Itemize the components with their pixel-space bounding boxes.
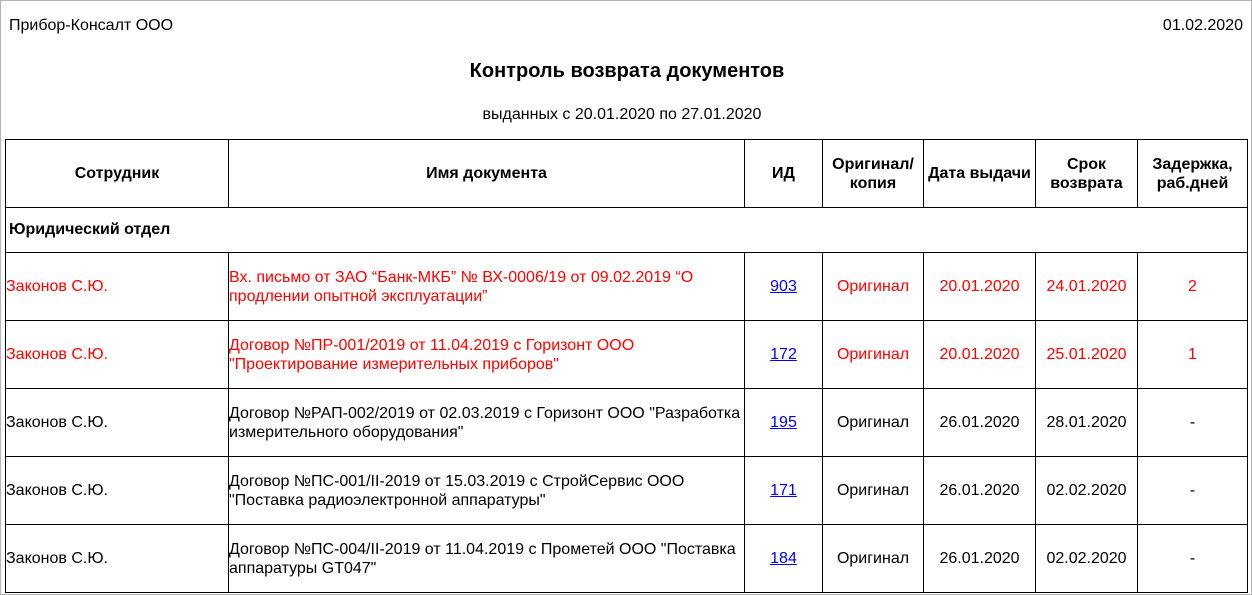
document-id-link[interactable]: 172: [770, 346, 797, 363]
table-row: [6, 321, 1248, 389]
table-header-row: [6, 140, 1248, 208]
due-date-cell: 24.01.2020: [1036, 253, 1138, 321]
document-name-cell: Договор №РАП-002/2019 от 02.03.2019 с Горизонт ООО "Разработка измерительного оборудования": [229, 389, 745, 457]
col-header-due-date: Срок возврата: [1036, 140, 1138, 208]
table-row: [6, 389, 1248, 457]
col-header-delay: Задержка, раб.дней: [1138, 140, 1248, 208]
id-cell: [745, 321, 823, 389]
employee-cell: Законов С.Ю.: [6, 525, 229, 593]
report-date: 01.02.2020: [1162, 17, 1243, 34]
delay-cell: 1: [1138, 321, 1248, 389]
table-row: [6, 525, 1248, 593]
company-name: Прибор-Консалт ООО: [9, 17, 174, 34]
document-id-link[interactable]: 184: [770, 550, 797, 567]
documents-table: [5, 139, 1248, 593]
document-id-link[interactable]: 195: [770, 414, 797, 431]
issue-date-cell: 26.01.2020: [924, 457, 1036, 525]
document-id-link[interactable]: 171: [770, 482, 797, 499]
employee-cell: Законов С.Ю.: [6, 321, 229, 389]
due-date-cell: 02.02.2020: [1036, 457, 1138, 525]
id-cell: [745, 525, 823, 593]
original-cell: Оригинал: [823, 253, 924, 321]
report-title: Контроль возврата документов: [469, 60, 785, 82]
delay-cell: -: [1138, 389, 1248, 457]
employee-cell: Законов С.Ю.: [6, 457, 229, 525]
original-cell: Оригинал: [823, 321, 924, 389]
group-label: Юридический отдел: [6, 208, 1248, 253]
report-subtitle: выданных с 20.01.2020 по 27.01.2020: [482, 106, 762, 123]
issue-date-cell: 26.01.2020: [924, 389, 1036, 457]
table-row: [6, 457, 1248, 525]
issue-date-cell: 20.01.2020: [924, 253, 1036, 321]
original-cell: Оригинал: [823, 457, 924, 525]
original-cell: Оригинал: [823, 525, 924, 593]
col-header-id: ИД: [745, 140, 823, 208]
due-date-cell: 02.02.2020: [1036, 525, 1138, 593]
col-header-issue-date: Дата выдачи: [924, 140, 1036, 208]
delay-cell: -: [1138, 525, 1248, 593]
table-row: [6, 253, 1248, 321]
id-cell: [745, 389, 823, 457]
id-cell: [745, 253, 823, 321]
employee-cell: Законов С.Ю.: [6, 389, 229, 457]
delay-cell: -: [1138, 457, 1248, 525]
due-date-cell: 28.01.2020: [1036, 389, 1138, 457]
document-name-cell: Вх. письмо от ЗАО “Банк-МКБ” № ВХ-0006/19 от 09.02.2019 “О продлении опытной эксплуатации”: [229, 253, 745, 321]
document-id-link[interactable]: 903: [770, 278, 797, 295]
id-cell: [745, 457, 823, 525]
col-header-employee: Сотрудник: [6, 140, 229, 208]
document-name-cell: Договор №ПС-004/II-2019 от 11.04.2019 с Прометей ООО "Поставка аппаратуры GT047": [229, 525, 745, 593]
group-row: [6, 208, 1248, 253]
document-name-cell: Договор №ПС-001/II-2019 от 15.03.2019 с СтройСервис ООО "Поставка радиоэлектронной аппаратуры": [229, 457, 745, 525]
due-date-cell: 25.01.2020: [1036, 321, 1138, 389]
delay-cell: 2: [1138, 253, 1248, 321]
original-cell: Оригинал: [823, 389, 924, 457]
issue-date-cell: 26.01.2020: [924, 525, 1036, 593]
document-name-cell: Договор №ПР-001/2019 от 11.04.2019 с Горизонт ООО "Проектирование измерительных приборов": [229, 321, 745, 389]
col-header-original: Оригинал/ копия: [823, 140, 924, 208]
col-header-document: Имя документа: [229, 140, 745, 208]
issue-date-cell: 20.01.2020: [924, 321, 1036, 389]
employee-cell: Законов С.Ю.: [6, 253, 229, 321]
